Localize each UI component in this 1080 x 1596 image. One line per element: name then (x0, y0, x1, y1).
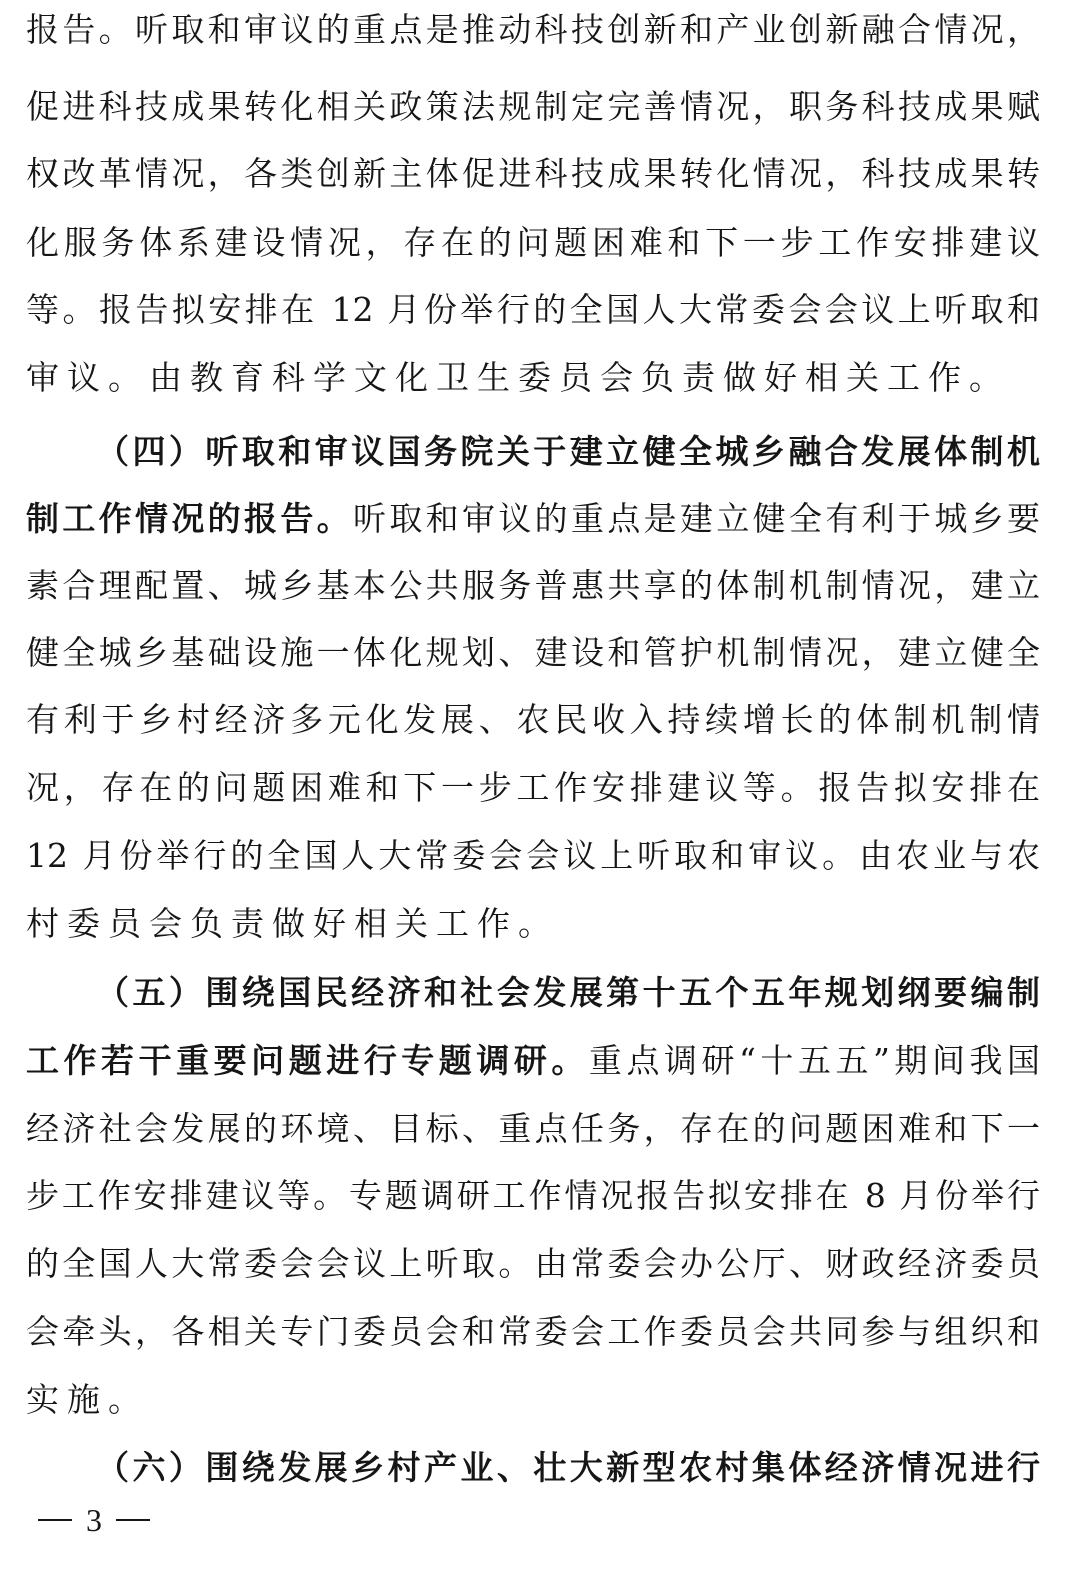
text-line: 等。报告拟安排在 12 月份举行的全国人大常委会会议上听取和 (26, 290, 1040, 329)
text-line: 经济社会发展的环境、目标、重点任务，存在的问题困难和下一 (26, 1109, 1040, 1148)
section-heading-6: （六）围绕发展乡村产业、壮大新型农村集体经济情况进行 (96, 1448, 1040, 1487)
text-line: 报告。听取和审议的重点是推动科技创新和产业创新融合情况， (26, 10, 1040, 49)
text-line: 促进科技成果转化相关政策法规制定完善情况，职务科技成果赋 (26, 87, 1040, 126)
text-line: 权改革情况，各类创新主体促进科技成果转化情况，科技成果转 (26, 154, 1040, 193)
text-line: 有利于乡村经济多元化发展、农民收入持续增长的体制机制情 (26, 700, 1040, 739)
section-heading-5: （五）围绕国民经济和社会发展第十五个五年规划纲要编制 (96, 973, 1040, 1012)
section-heading-4: （四）听取和审议国务院关于建立健全城乡融合发展体制机 (96, 432, 1040, 471)
text-line: 况，存在的问题困难和下一步工作安排建议等。报告拟安排在 (26, 768, 1040, 807)
dash-right (116, 1519, 150, 1521)
text-line (26, 1039, 1040, 1083)
text-line: 实施。 (26, 1380, 149, 1419)
text-line: 的全国人大常委会会议上听取。由常委会办公厅、财政经济委员 (26, 1244, 1040, 1283)
dash-left (38, 1519, 72, 1521)
text-fragment: 听取和审议的重点是建立健全有利于城乡要 (353, 499, 1041, 538)
text-line (26, 497, 1040, 541)
text-line: 会牵头，各相关专门委员会和常委会工作委员会共同参与组织和 (26, 1312, 1040, 1351)
text-line: 素合理配置、城乡基本公共服务普惠共享的体制机制情况，建立 (26, 566, 1040, 605)
text-line: 化服务体系建设情况，存在的问题困难和下一步工作安排建议 (26, 223, 1040, 262)
section-heading-4-end: 制工作情况的报告。 (26, 499, 353, 538)
text-line: 健全城乡基础设施一体化规划、建设和管护机制情况，建立健全 (26, 633, 1040, 672)
page-number-value: 3 (86, 1502, 102, 1538)
section-heading-5-end: 工作若干重要问题进行专题调研。 (26, 1041, 589, 1080)
text-line: 12 月份举行的全国人大常委会会议上听取和审议。由农业与农 (26, 836, 1040, 875)
page-number (38, 1502, 168, 1538)
text-line: 审议。由教育科学文化卫生委员会负责做好相关工作。 (26, 358, 1010, 397)
text-line: 村委员会负责做好相关工作。 (26, 904, 559, 943)
text-fragment: 重点调研“十五五”期间我国 (588, 1041, 1040, 1080)
text-line: 步工作安排建议等。专题调研工作情况报告拟安排在 8 月份举行 (26, 1176, 1040, 1215)
